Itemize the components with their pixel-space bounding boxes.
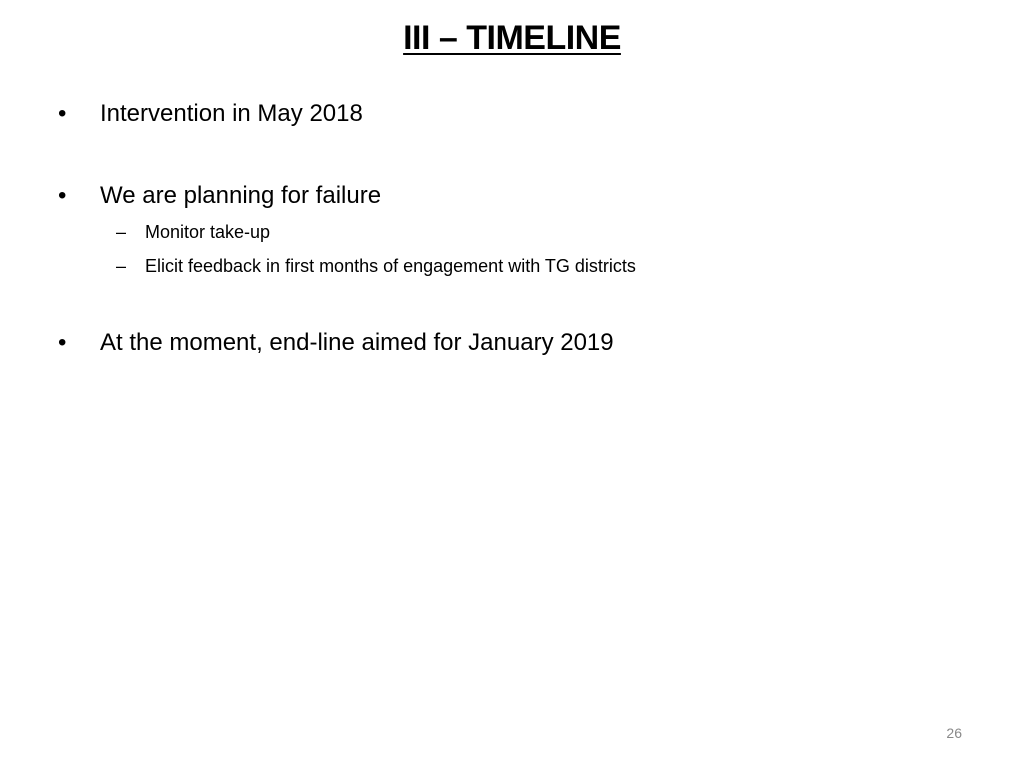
- bullet-text: Intervention in May 2018: [100, 100, 363, 127]
- sub-bullet-item-monitor: [0, 220, 1024, 244]
- bullet-marker: •: [58, 182, 67, 209]
- bullet-marker: •: [58, 100, 67, 127]
- bullet-text: At the moment, end-line aimed for January 2019: [100, 329, 614, 356]
- bullet-marker: •: [58, 329, 67, 356]
- slide-title: III – TIMELINE: [403, 19, 621, 57]
- sub-bullet-text: Elicit feedback in first months of engagement with TG districts: [145, 256, 636, 276]
- page-number: 26: [946, 725, 962, 741]
- bullet-item-endline: [0, 327, 1024, 359]
- bullet-text: We are planning for failure: [100, 182, 382, 209]
- sub-bullet-marker: –: [116, 256, 127, 276]
- sub-bullet-item-feedback: [0, 254, 1024, 278]
- sub-bullet-marker: –: [116, 222, 127, 242]
- sub-bullet-text: Monitor take-up: [145, 222, 271, 242]
- bullet-item-planning: [0, 180, 1024, 212]
- bullet-item-intervention: [0, 98, 1024, 130]
